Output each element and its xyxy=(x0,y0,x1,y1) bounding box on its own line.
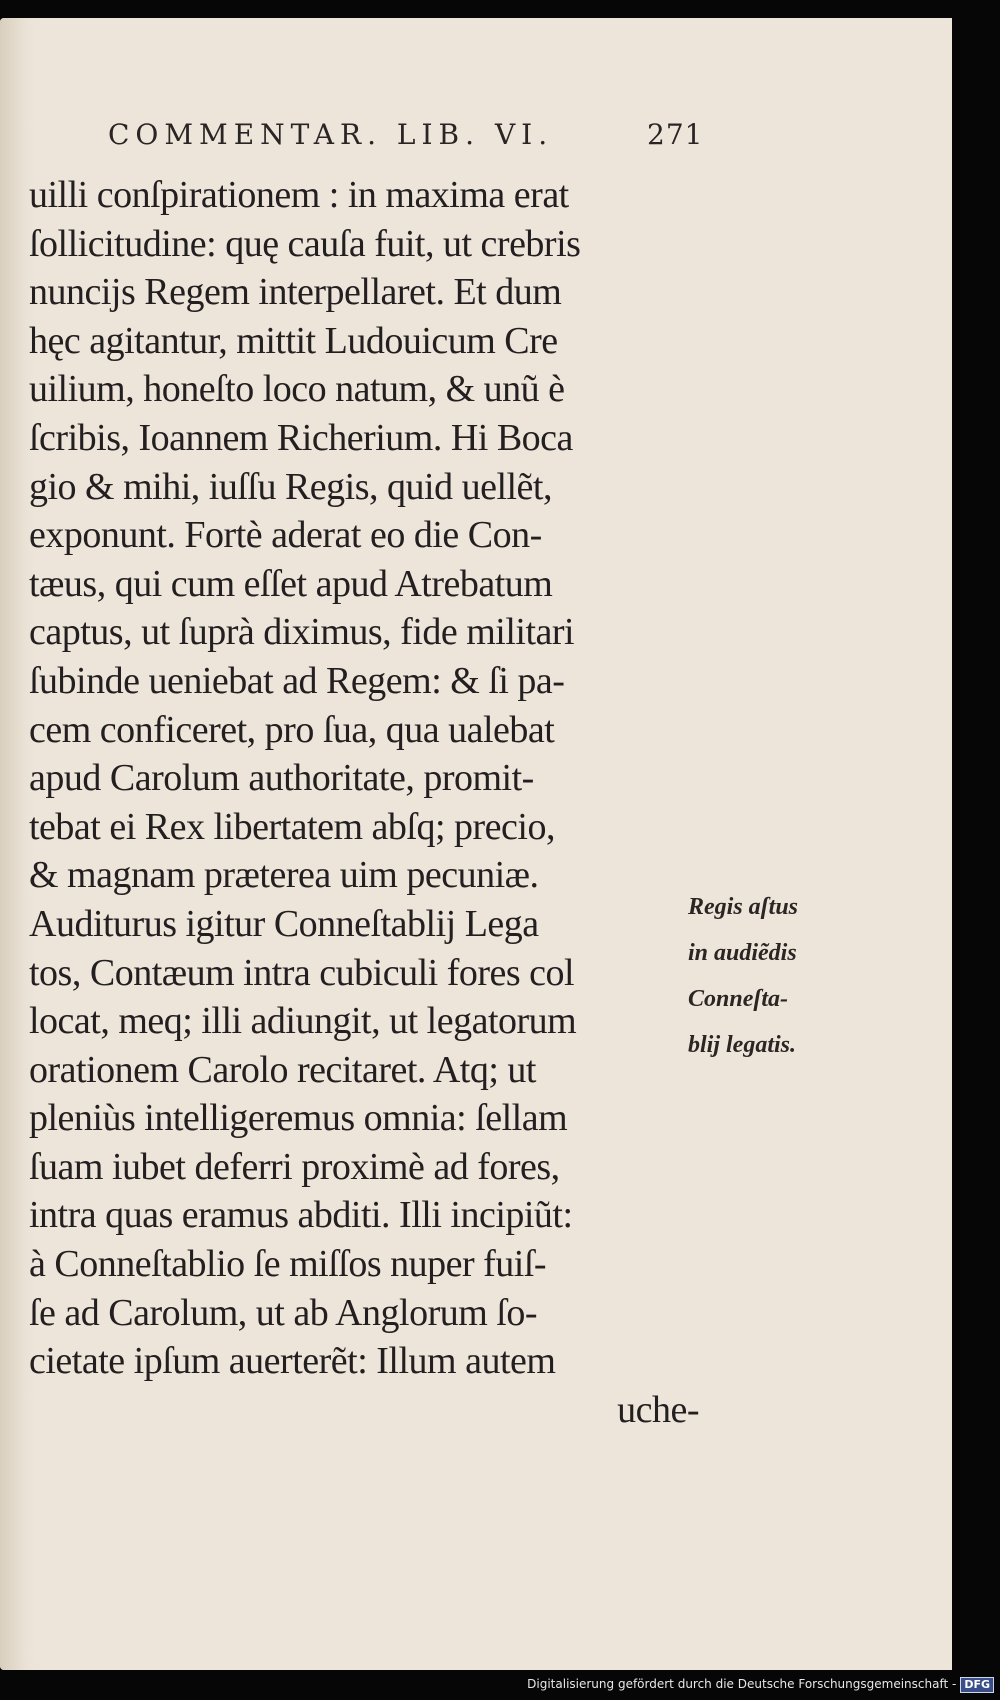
text-line: à Conneſtablio ſe miſſos nuper fuiſ- xyxy=(29,1243,547,1286)
marginal-note-line: in audiẽdis xyxy=(688,940,797,966)
text-line: cem conficeret, pro ſua, qua ualebat xyxy=(29,708,555,751)
dfg-logo: DFG xyxy=(960,1677,994,1693)
text-line: ſe ad Carolum, ut ab Anglorum ſo- xyxy=(29,1291,538,1334)
text-line: nuncijs Regem interpellaret. Et dum xyxy=(29,271,562,314)
marginal-note xyxy=(688,884,878,1068)
book-page xyxy=(0,18,952,1670)
text-line: ſuam iubet deferri proximè ad fores, xyxy=(29,1145,560,1188)
digitization-credit xyxy=(527,1672,994,1696)
marginal-note-line: blij legatis. xyxy=(688,1032,796,1058)
marginal-note-line: Conneſta- xyxy=(688,986,789,1012)
text-line: tæus, qui cum eſſet apud Atrebatum xyxy=(29,562,553,605)
text-line: ſollicitudine: quę cauſa fuit, ut crebris xyxy=(29,222,581,265)
text-line: uilli conſpirationem : in maxima erat xyxy=(29,174,569,216)
text-line: pleniùs intelligeremus omnia: ſellam xyxy=(29,1097,568,1140)
text-line: Auditurus igitur Conneſtablij Lega xyxy=(29,902,539,945)
page-number: 271 xyxy=(647,118,704,151)
catchword: uche- xyxy=(617,1388,699,1431)
credit-text: Digitalisierung gefördert durch die Deutsche Forschungsgemeinschaft - xyxy=(527,1677,957,1691)
text-line: tos, Contæum intra cubiculi fores col xyxy=(29,951,575,994)
text-line: captus, ut ſuprà diximus, fide militari xyxy=(29,611,575,654)
text-line: cietate ipſum auerterẽt: Illum autem xyxy=(29,1340,556,1383)
text-line: hęc agitantur, mittit Ludouicum Cre xyxy=(29,319,558,362)
running-title: COMMENTAR. LIB. VI. xyxy=(108,118,554,151)
marginal-note-line: Regis aſtus xyxy=(688,894,799,920)
text-line: intra quas eramus abditi. Illi incipiũt: xyxy=(29,1194,573,1237)
text-line: apud Carolum authoritate, promit- xyxy=(29,757,534,800)
text-line: locat, meq; illi adiungit, ut legatorum xyxy=(29,1000,577,1043)
text-line: ſubinde ueniebat ad Regem: & ſi pa- xyxy=(29,659,565,702)
text-line: uilium, honeſto loco natum, & unũ è xyxy=(29,368,565,411)
text-line: orationem Carolo recitaret. Atq; ut xyxy=(29,1048,536,1091)
text-line: & magnam præterea uim pecuniæ. xyxy=(29,854,539,897)
text-line: exponunt. Fortè aderat eo die Con- xyxy=(29,514,542,557)
body-text xyxy=(29,171,699,1434)
text-line: gio & mihi, iuſſu Regis, quid uellẽt, xyxy=(29,465,552,508)
text-line: ſcribis, Ioannem Richerium. Hi Boca xyxy=(29,416,573,459)
text-line: tebat ei Rex libertatem abſq; precio, xyxy=(29,805,555,848)
